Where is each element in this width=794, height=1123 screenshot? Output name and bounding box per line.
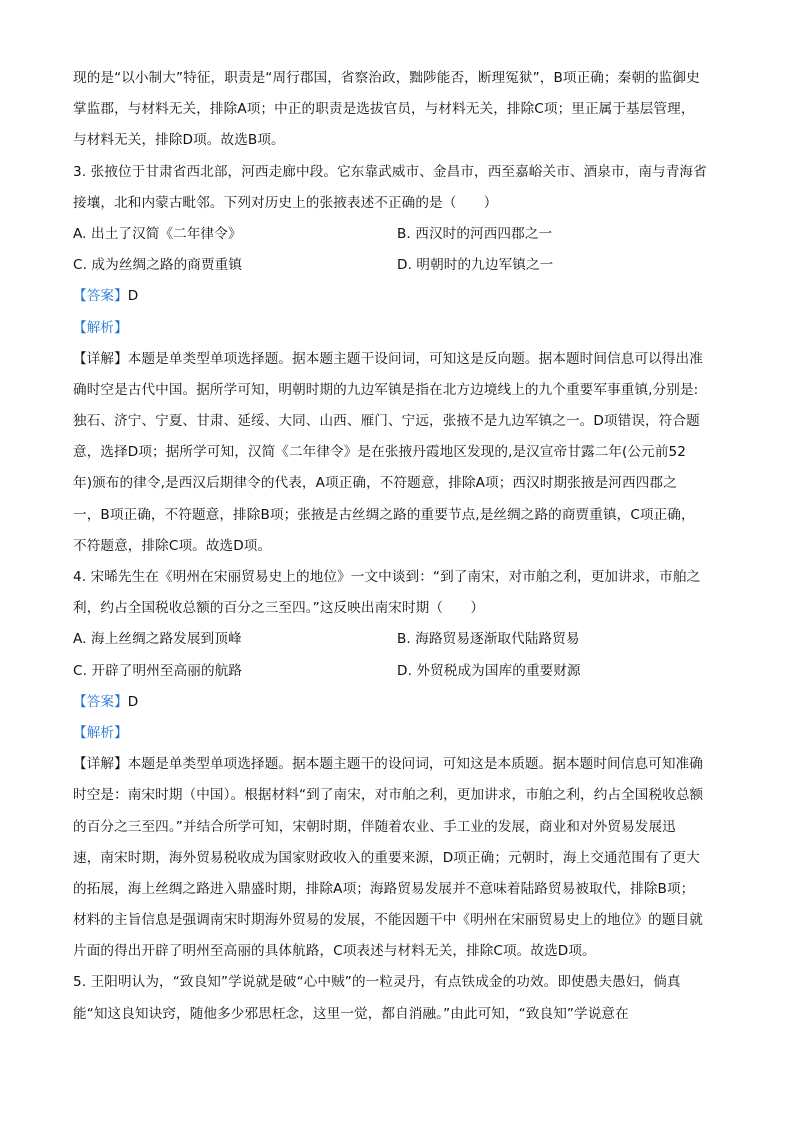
q3-options-row-1 xyxy=(73,219,725,250)
detail-tag: 【详解】 xyxy=(73,350,128,367)
answer-tag: 【答案】 xyxy=(73,693,128,710)
q4-options-row-1 xyxy=(73,624,725,655)
q4-detail-line: 的百分之三至四。”并结合所学可知，宋朝时期，伴随着农业、手工业的发展，商业和对外贸易发展迅 xyxy=(73,818,676,835)
q3-option-c: C. 成为丝绸之路的商贾重镇 xyxy=(73,257,243,274)
intro-line: 与材料无关，排除D项。故选B项。 xyxy=(73,132,285,149)
q5-stem-line: 5. 王阳明认为，“致良知”学说就是破“心中贼”的一粒灵丹，有点铁成金的功效。即使愚夫愚妇，倘真 xyxy=(73,974,681,991)
answer-tag: 【答案】 xyxy=(73,288,128,305)
q4-option-a: A. 海上丝绸之路发展到顶峰 xyxy=(73,631,242,648)
q3-detail-line: 年)颁布的律令,是西汉后期律令的代表，A项正确，不符题意，排除A项；西汉时期张掖是河西四郡之 xyxy=(73,475,677,492)
q4-detail-line: 时空是：南宋时期（中国）。根据材料“到了南宋，对市舶之利，更加讲求，市舶之利，约占全国税收总额 xyxy=(73,787,704,804)
q3-option-b: B. 西汉时的河西四郡之一 xyxy=(397,225,553,242)
answer-value: D xyxy=(127,693,139,710)
q3-detail-line: 意，选择D项；据所学可知，汉简《二年律令》是在张掖丹霞地区发现的,是汉宣帝甘露二年(公元前52 xyxy=(73,444,687,461)
q3-detail-line: 独石、济宁、宁夏、甘肃、延绥、大同、山西、雁门、宁远，张掖不是九边军镇之一。D项错误，符合题 xyxy=(73,413,700,430)
q3-detail-line: 确时空是古代中国。据所学可知，明朝时期的九边军镇是指在北方边境线上的九个重要军事重镇,分别是: xyxy=(73,381,699,398)
intro-line: 掌监郡，与材料无关，排除A项；中正的职责是选拔官员，与材料无关，排除C项；里正属于基层管理， xyxy=(73,101,695,118)
q3-answer xyxy=(73,281,725,312)
q3-detail-line: 不符题意，排除C项。故选D项。 xyxy=(73,537,272,554)
q4-detail-line: 片面的得出开辟了明州至高丽的具体航路，C项表述与材料无关，排除C项。故选D项。 xyxy=(73,943,596,960)
analysis-tag: 【解析】 xyxy=(73,724,128,741)
q4-analysis-heading xyxy=(73,718,725,749)
q4-option-d: D. 外贸税成为国库的重要财源 xyxy=(397,662,581,679)
detail-text: 本题是单类型单项选择题。据本题主题干的设问词，可知这是本质题。据本题时间信息可知准确 xyxy=(127,756,703,773)
intro-line: 现的是“以小制大”特征，职责是“周行郡国，省察治政，黜陟能否，断理冤狱”，B项正确；秦朝的监御史 xyxy=(73,70,700,86)
q3-stem-line: 接壤，北和内蒙古毗邻。下列对历史上的张掖表述不正确的是（ ） xyxy=(73,194,498,211)
q4-option-b: B. 海路贸易逐渐取代陆路贸易 xyxy=(397,631,580,648)
analysis-tag: 【解析】 xyxy=(73,319,128,336)
q4-stem-line: 利，约占全国税收总额的百分之三至四。”这反映出南宋时期（ ） xyxy=(73,600,485,617)
q5-stem-line: 能“知这良知诀窍，随他多少邪思枉念，这里一觉，都自消融。”由此可知，“致良知”学说意在 xyxy=(73,1005,629,1022)
q3-option-a: A. 出土了汉简《二年律令》 xyxy=(73,225,242,242)
answer-value: D xyxy=(127,288,139,305)
q3-detail-line: 一，B项正确，不符题意，排除B项；张掖是古丝绸之路的重要节点,是丝绸之路的商贾重镇，C项正确， xyxy=(73,506,695,523)
q4-stem-line: 4. 宋晞先生在《明州在宋丽贸易史上的地位》一文中谈到：“到了南宋，对市舶之利，更加讲求，市舶之 xyxy=(73,569,701,585)
q4-answer xyxy=(73,687,725,718)
q3-stem-line: 3. 张掖位于甘肃省西北部，河西走廊中段。它东靠武威市、金昌市，西至嘉峪关市、酒泉市，南与青海省 xyxy=(73,163,707,180)
q3-detail-line xyxy=(73,344,725,375)
q3-option-d: D. 明朝时的九边军镇之一 xyxy=(397,257,554,274)
q3-analysis-heading xyxy=(73,313,725,344)
q4-detail-line: 材料的主旨信息是强调南宋时期海外贸易的发展，不能因题干中《明州在宋丽贸易史上的地位》的题目就 xyxy=(73,912,703,929)
detail-tag: 【详解】 xyxy=(73,756,128,773)
detail-text: 本题是单类型单项选择题。据本题主题干设问词，可知这是反向题。据本题时间信息可以得出准 xyxy=(127,350,703,367)
exam-page xyxy=(73,63,725,1030)
q3-options-row-2 xyxy=(73,250,725,281)
q4-options-row-2 xyxy=(73,656,725,687)
q4-detail-line: 的拓展，海上丝绸之路进入鼎盛时期，排除A项；海路贸易发展并不意味着陆路贸易被取代，排除B项； xyxy=(73,880,695,897)
q4-detail-line: 速，南宋时期，海外贸易税收成为国家财政收入的重要来源，D项正确；元朝时，海上交通范围有了更大 xyxy=(73,849,700,866)
q4-option-c: C. 开辟了明州至高丽的航路 xyxy=(73,662,243,679)
q4-detail-line xyxy=(73,749,725,780)
